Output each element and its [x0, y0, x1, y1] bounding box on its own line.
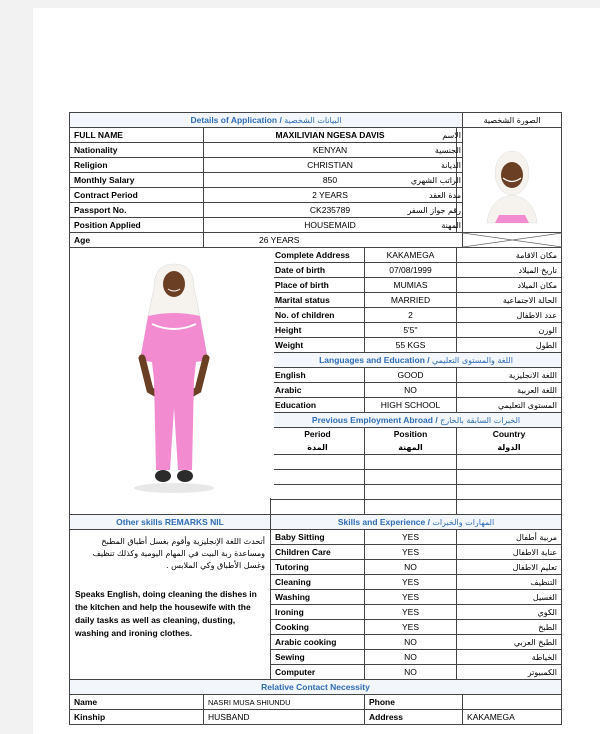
row-nationality: Nationality KENYAN الجنسية [70, 143, 562, 158]
row-skill-washing: Washing YES الغسيل [70, 590, 562, 605]
row-skill-children-care: Children Care YES عناية الاطفال [70, 545, 562, 560]
section-languages-header: Languages and Education / اللغة والمستوى التعليمي [271, 353, 562, 368]
section-relative-header: Relative Contact Necessity [70, 680, 562, 695]
relative-phone-value [463, 695, 562, 710]
row-skill-computer: Computer NO الكمبيوتر [70, 665, 562, 680]
row-marital-status: Marital status MARRIED الحالة الاجتماعية [70, 293, 562, 308]
row-religion: Religion CHRISTIAN الديانة [70, 158, 562, 173]
full-body-photo-image [74, 248, 274, 498]
row-passport: Passport No. CK235789 رقم جواز السفر [70, 203, 562, 218]
position-header: Position المهنة [365, 428, 457, 455]
full-body-photo [70, 248, 271, 515]
section-application-header: Details of Application / البيانات الشخصية [70, 113, 463, 128]
remarks-block [70, 530, 271, 680]
row-weight: Weight 55 KGS الطول [70, 338, 562, 353]
photo-label: الصورة الشخصية [463, 113, 562, 128]
row-position: Position Applied HOUSEMAID المهنة [70, 218, 562, 233]
row-contract: Contract Period 2 YEARS مدة العقد [70, 188, 562, 203]
section-previous-employment-header: Previous Employment Abroad / الخبرات السابقة بالخارج [271, 413, 562, 428]
row-relative-kinship: Kinship HUSBAND Address KAKAMEGA [70, 710, 562, 725]
row-skill-baby-sitting: أتحدث اللغة الإنجليزية وأقوم بغسل أطباق المطبخ ومساعدة ربة البيت في المهام اليومية وكذلك تنظيف وغسل الأطباق وكي الملابس . Speaks English, doing cleaning the dishes in the kitchen and help the housewife with the daily tasks as well as cleaning, dusting, washing and ironing clothes. Baby Sitting YES مربية أطفال [70, 530, 562, 545]
application-form [69, 112, 562, 725]
row-skill-sewing: Sewing NO الخياطة [70, 650, 562, 665]
remarks-english: Speaks English, doing cleaning the dishes in the kitchen and help the housewife with the daily tasks as well as cleaning, dusting, washing and ironing clothes. [75, 589, 257, 638]
row-children: No. of children 2 عدد الاطفال [70, 308, 562, 323]
row-full-name: FULL NAME MAXILIVIAN NGESA DAVIS الاسم [70, 128, 562, 143]
row-skill-ironing: Ironing YES الكوي [70, 605, 562, 620]
row-age: Age 26 YEARS [70, 233, 562, 248]
row-arabic: Arabic NO اللغة العربية [70, 383, 562, 398]
passport-photo [463, 128, 562, 233]
period-header: Period المدة [271, 428, 365, 455]
row-english: English GOOD اللغة الانجليزية [70, 368, 562, 383]
row-relative-name: Name NASRI MUSA SHIUNDU Phone [70, 695, 562, 710]
other-skills-header: Other skills REMARKS NIL [70, 515, 271, 530]
row-skill-tutoring: Tutoring NO تعليم الاطفال [70, 560, 562, 575]
crossed-out-cell [463, 233, 562, 248]
passport-photo-image [467, 133, 557, 223]
remarks-arabic: أتحدث اللغة الإنجليزية وأقوم بغسل أطباق المطبخ ومساعدة ربة البيت في المهام اليومية وكذلك تنظيف وغسل الأطباق وكي الملابس . [92, 537, 265, 570]
row-skill-arabic-cooking: Arabic cooking NO الطبخ العربي [70, 635, 562, 650]
country-header: Country الدولة [457, 428, 562, 455]
row-address: Complete Address KAKAMEGA مكان الاقامة [70, 248, 562, 263]
row-place-of-birth: Place of birth MUMIAS مكان الميلاد [70, 278, 562, 293]
section-skills-header: Skills and Experience / المهارات والخبرات [271, 515, 562, 530]
row-height: Height 5'5'' الوزن [70, 323, 562, 338]
row-skill-cleaning: Cleaning YES التنظيف [70, 575, 562, 590]
row-salary: Monthly Salary 850 الراتب الشهري [70, 173, 562, 188]
row-skill-cooking: Cooking YES الطبخ [70, 620, 562, 635]
row-dob: Date of birth 07/08/1999 تاريخ الميلاد [70, 263, 562, 278]
row-education: Education HIGH SCHOOL المستوى التعليمي [70, 398, 562, 413]
